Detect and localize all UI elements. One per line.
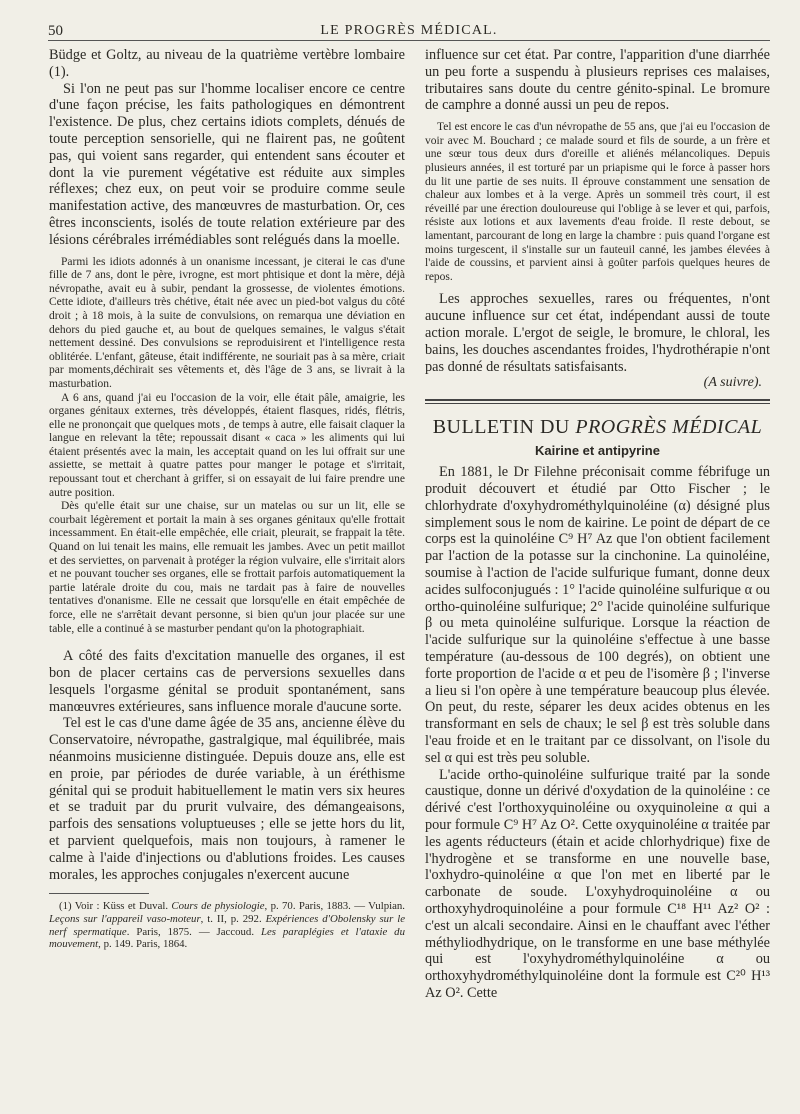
case-paragraph: A 6 ans, quand j'ai eu l'occasion de la voir, elle était pâle, amaigrie, les organes génitaux externes, très développés, étaient flasques, ridés, flétris, elle ne prononçait que quelques mots , de temps à autre, elle faisait claquer la langue en relevant la tête; repoussait disant « caca » les aliments qui lui étaient présentés avec la main, les acceptait quand on les lui offrait sur une assiette, se mettait à quatre pattes pour manger le potage et s'irritait, repoussant tout et cherchant à griffer, si on essayait de lui faire prendre une autre position. — [49, 391, 405, 499]
paragraph: En 1881, le Dr Filehne préconisait comme fébrifuge un produit découvert et étudié par Otto Fischer ; le chlorhydrate d'oxyhydrométhylquinoléine (α) désigné plus simplement sous le nom de kairine. Le point de départ de ce corps est la quinoléine C⁹ H⁷ Az que l'on obtient facilement par l'action de la potasse sur la cinchonine. La quinoléine, soumise à l'action de l'acide sulfurique fumant, donne deux acides sulfoconjugués : 1° l'acide quinoléine sulfurique α ou ortho-quinoléine sulfurique; 2° l'acide quinoléine sulfurique β ou meta quinoléine sulfurique. Lorsque la réaction de l'acide sulfurique sur la quinoléine s'effectue à une basse température (au-dessous de 100 degrés), on obtient une forte proportion de l'acide α et peu de l'isomère β ; l'inverse a lieu si l'on opère à une température beaucoup plus élevée. On peut, du reste, séparer les deux acides obtenus en les transformant en sels de chaux; le sel β est très soluble dans l'eau froide et en le traitant par ce dissolvant, on l'isole du sel α qui est très peu soluble. — [425, 464, 770, 766]
paragraph: L'acide ortho-quinoléine sulfurique traité par la sonde caustique, donne un dérivé d'oxydation de la quinoléine : ce dérivé c'est l'orthoxyquinoléine ou oxyquinoleine α qui a pour formule C⁹ H⁷ Az O². Cette oxyquinoléine α traitée par les agents réducteurs (étain et acide chlorhydrique) fixe de l'hydrogène et se transforme en une nouvelle base, l'oxhydro-quinoléine α que l'on met en liberté par le carbonate de soude. L'oxyhydroquinoléine α ou orthoxyhydroquinoléine a pour formule C¹⁸ H¹¹ Az² O² : c'est un alcali secondaire. Ainsi en le chauffant avec l'éther méthyliodhydrique, on le transforme en une base méthylée qui est l'oxyhydrométhylquinoléine α ou orthoxyhydrométhylquinoléine dont la formule est C²⁰ H¹³ Az O². Cette — [425, 766, 770, 1001]
running-title: LE PROGRÈS MÉDICAL. — [320, 23, 498, 38]
left-column — [49, 47, 405, 951]
section-rule — [425, 399, 770, 401]
paragraph: Les approches sexuelles, rares ou fréquentes, n'ont aucune influence sur cet état, indépendant aussi de toute action morale. L'ergot de seigle, le bromure, le chloral, les bains, les douches ascendantes froides, l'hydrothérapie n'ont pas donné de résultats satisfaisants. — [425, 291, 770, 375]
page-header — [48, 22, 770, 41]
bulletin-heading: BULLETIN DU PROGRÈS MÉDICAL — [432, 416, 763, 439]
case-paragraph: Tel est encore le cas d'un névropathe de 55 ans, que j'ai eu l'occasion de voir avec M. Bouchard ; ce malade sourd et fils de sourde, a un frère et une sœur tous deux durs d'oreille et aliénés mélancoliques. Depuis plusieurs années, il est torturé par un priapisme qui le force à passer hors du lit une partie de ses nuits. Il éprouve constamment une sensation de chaleur aux lombes et à la verge. Après un sommeil très court, il est réveillé par une érection douloureuse qui l'oblige à se lever et qui, parfois, résiste aux lotions et aux lavements d'eau froide. Il reste debout, se lamentant, parcourant de long en large la chambre : puis quand l'organe est moins turgescent, il s'installe sur un fauteuil canné, les jambes élevées à l'aide de coussins, et parvient ainsi à goûter parfois quelques heures de repos. — [425, 121, 770, 283]
page-number: 50 — [48, 23, 63, 39]
article-title: Kairine et antipyrine — [535, 443, 660, 459]
to-be-continued: (A suivre). — [703, 375, 762, 391]
paragraph: influence sur cet état. Par contre, l'apparition d'une diarrhée un peu forte a suspendu à plusieurs reprises ces malaises, tributaires sans doute du centre génito-spinal. Le bromure de camphre a donné aussi un peu de repos. — [425, 47, 770, 114]
footnote-rule — [49, 893, 149, 894]
paragraph: A côté des faits d'excitation manuelle des organes, il est bon de placer certains cas de perversions sexuelles dans lesquels l'orgasme génital se produit spontanément, sans manœuvres extérieures, sans influence morale d'aucune sorte. — [49, 648, 405, 715]
right-column — [425, 47, 770, 1002]
paragraph: Tel est le cas d'une dame âgée de 35 ans, ancienne élève du Conservatoire, névropathe, gastralgique, mal équilibrée, mais néanmoins musicienne distinguée. Depuis douze ans, elle est en proie, par périodes de durée variable, à un éréthisme génital qui se produit habituellement le matin vers six heures et se traduit par du prurit vulvaire, des démangeaisons, parfois des sensations voluptueuses ; elle se jette hors du lit, et parvient quelquefois, mais non toujours, à ramener le calme à l'aide d'injections ou d'ablutions froides. Les causes morales, les approches conjugales n'exercent aucune — [49, 715, 405, 883]
case-paragraph: Dès qu'elle était sur une chaise, sur un matelas ou sur un lit, elle se courbait légèrement et portait la main à ses organes génitaux qu'elle frottait incessamment. En était-elle empêchée, elle criait, pleurait, se frappait la tête. Quand on lui tenait les mains, elle remuait les jambes. Avec un petit maillot et des serviettes, on parvenait à protéger la région vulvaire, elle s'irritait alors et ne pouvant toucher ses organes, elle se frottait parfois automatiquement la partie latérale droite du cou, mais ne tardait pas à faire de nouvelles tentatives d'onanisme. Elle ne cessait que lorsqu'elle en était empêchée de force, elle ne s'arrêtait devant personne, si bien qu'un jour placée sur une table, elle a continué à se masturber pendant qu'on la photographiait. — [49, 500, 405, 635]
case-paragraph: Parmi les idiots adonnés à un onanisme incessant, je citerai le cas d'une fille de 7 ans, dont le père, ivrogne, est mort phtisique et dont la mère, déjà névropathe, avait eu à subir, pendant la grossesse, de violentes émotions. Cette idiote, d'ailleurs très chétive, était née avec un pied-bot valgus du côté droit ; à 18 mois, à la suite de convulsions, on remarqua une déviation en dehors du pied gauche et, au bout de quelques semaines, le valgus s'était nettement dessiné. Des convulsions se reproduisirent et l'intelligence resta oblitérée. L'enfant, gâteuse, était indifférente, ne souriait pas à sa mère, criait par moments,déchirait ses vêtements et, dès l'âge de 3 ans, se livrait à la masturbation. — [49, 255, 405, 390]
footnote: (1) Voir : Küss et Duval. Cours de physiologie, p. 70. Paris, 1883. — Vulpian. Leçons sur l'appareil vaso-moteur, t. II, p. 292. Expériences d'Obolensky sur le nerf spermatique. Paris, 1875. — Jaccoud. Les paraplégies et l'ataxie du mouvement, p. 149. Paris, 1864. — [49, 900, 405, 951]
section-rule — [425, 403, 770, 404]
paragraph: Si l'on ne peut pas sur l'homme localiser encore ce centre d'une façon précise, les faits pathologiques en démontrent l'existence. De plus, chez certains idiots complets, dénués de toute perception sensorielle, qui ne flairent pas, ne goûtent pas, qui voient sans regarder, qui entendent sans écouter et dont la vie purement végétative est réduite aux simples réflexes; chez eux, on peut voir se produire comme seule manifestation active, des manœuvres de masturbation. Or, ces êtres inconscients, isolés de toute relation extérieure par des lésions cérébrales irrémédiables sont relégués dans la moelle. — [49, 80, 405, 248]
paragraph: Büdge et Goltz, au niveau de la quatrième vertèbre lombaire (1). — [49, 47, 405, 80]
